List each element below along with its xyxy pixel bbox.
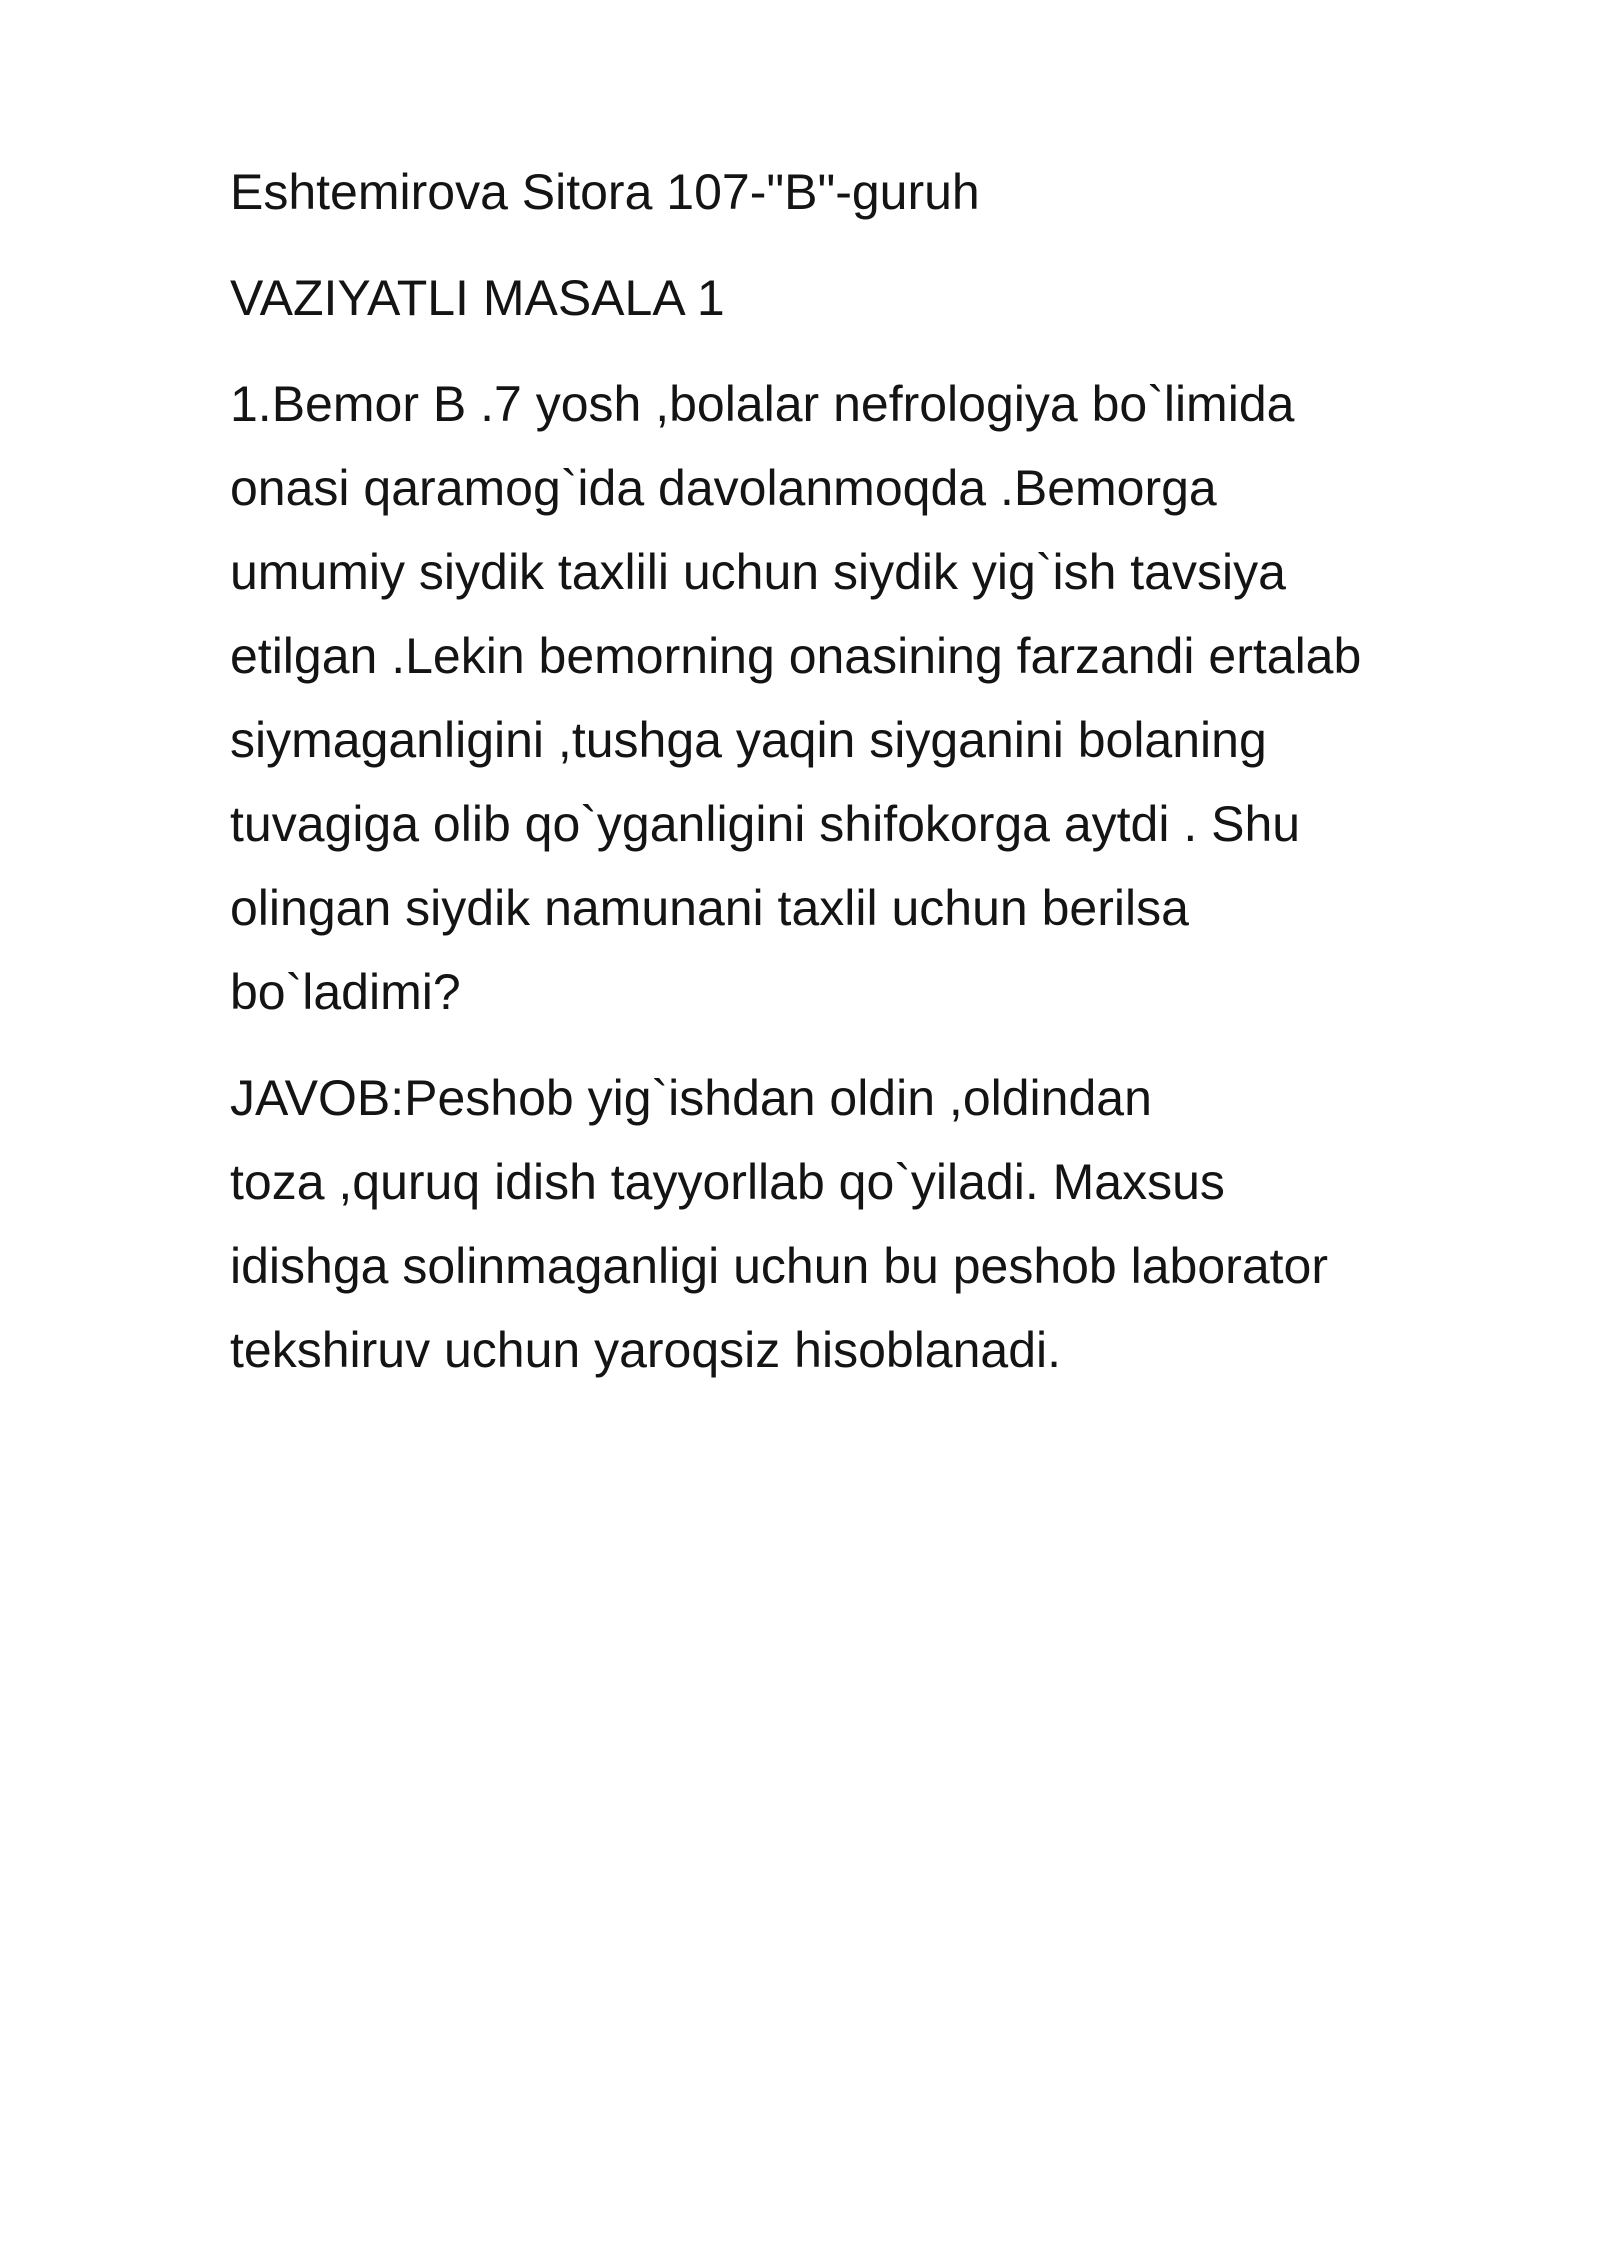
answer-line: toza ,quruq idish tayyorllab qo`yiladi. Maxsus [230, 1154, 1225, 1210]
question-line: umumiy siydik taxlili uchun siydik yig`ish tavsiya [230, 544, 1286, 600]
question-line: olingan siydik namunani taxlil uchun berilsa [230, 880, 1189, 936]
question-paragraph [230, 362, 1490, 1034]
author-line: Eshtemirova Sitora 107-"B"-guruh [230, 164, 980, 220]
question-line: etilgan .Lekin bemorning onasining farzandi ertalab [230, 628, 1362, 684]
question-line: tuvagiga olib qo`yganligini shifokorga aytdi . Shu [230, 796, 1301, 852]
answer-paragraph [230, 1056, 1490, 1392]
question-line: bo`ladimi? [230, 964, 461, 1020]
answer-line: JAVOB:Peshob yig`ishdan oldin ,oldindan [230, 1070, 1152, 1126]
question-line: 1.Bemor B .7 yosh ,bolalar nefrologiya bo`limida [230, 376, 1295, 432]
document-content [230, 150, 1490, 1392]
task-heading: VAZIYATLI MASALA 1 [230, 270, 725, 326]
question-line: siymaganligini ,tushga yaqin siyganini bolaning [230, 712, 1267, 768]
answer-line: idishga solinmaganligi uchun bu peshob laborator [230, 1238, 1328, 1294]
answer-line: tekshiruv uchun yaroqsiz hisoblanadi. [230, 1322, 1062, 1378]
question-line: onasi qaramog`ida davolanmoqda .Bemorga [230, 460, 1217, 516]
